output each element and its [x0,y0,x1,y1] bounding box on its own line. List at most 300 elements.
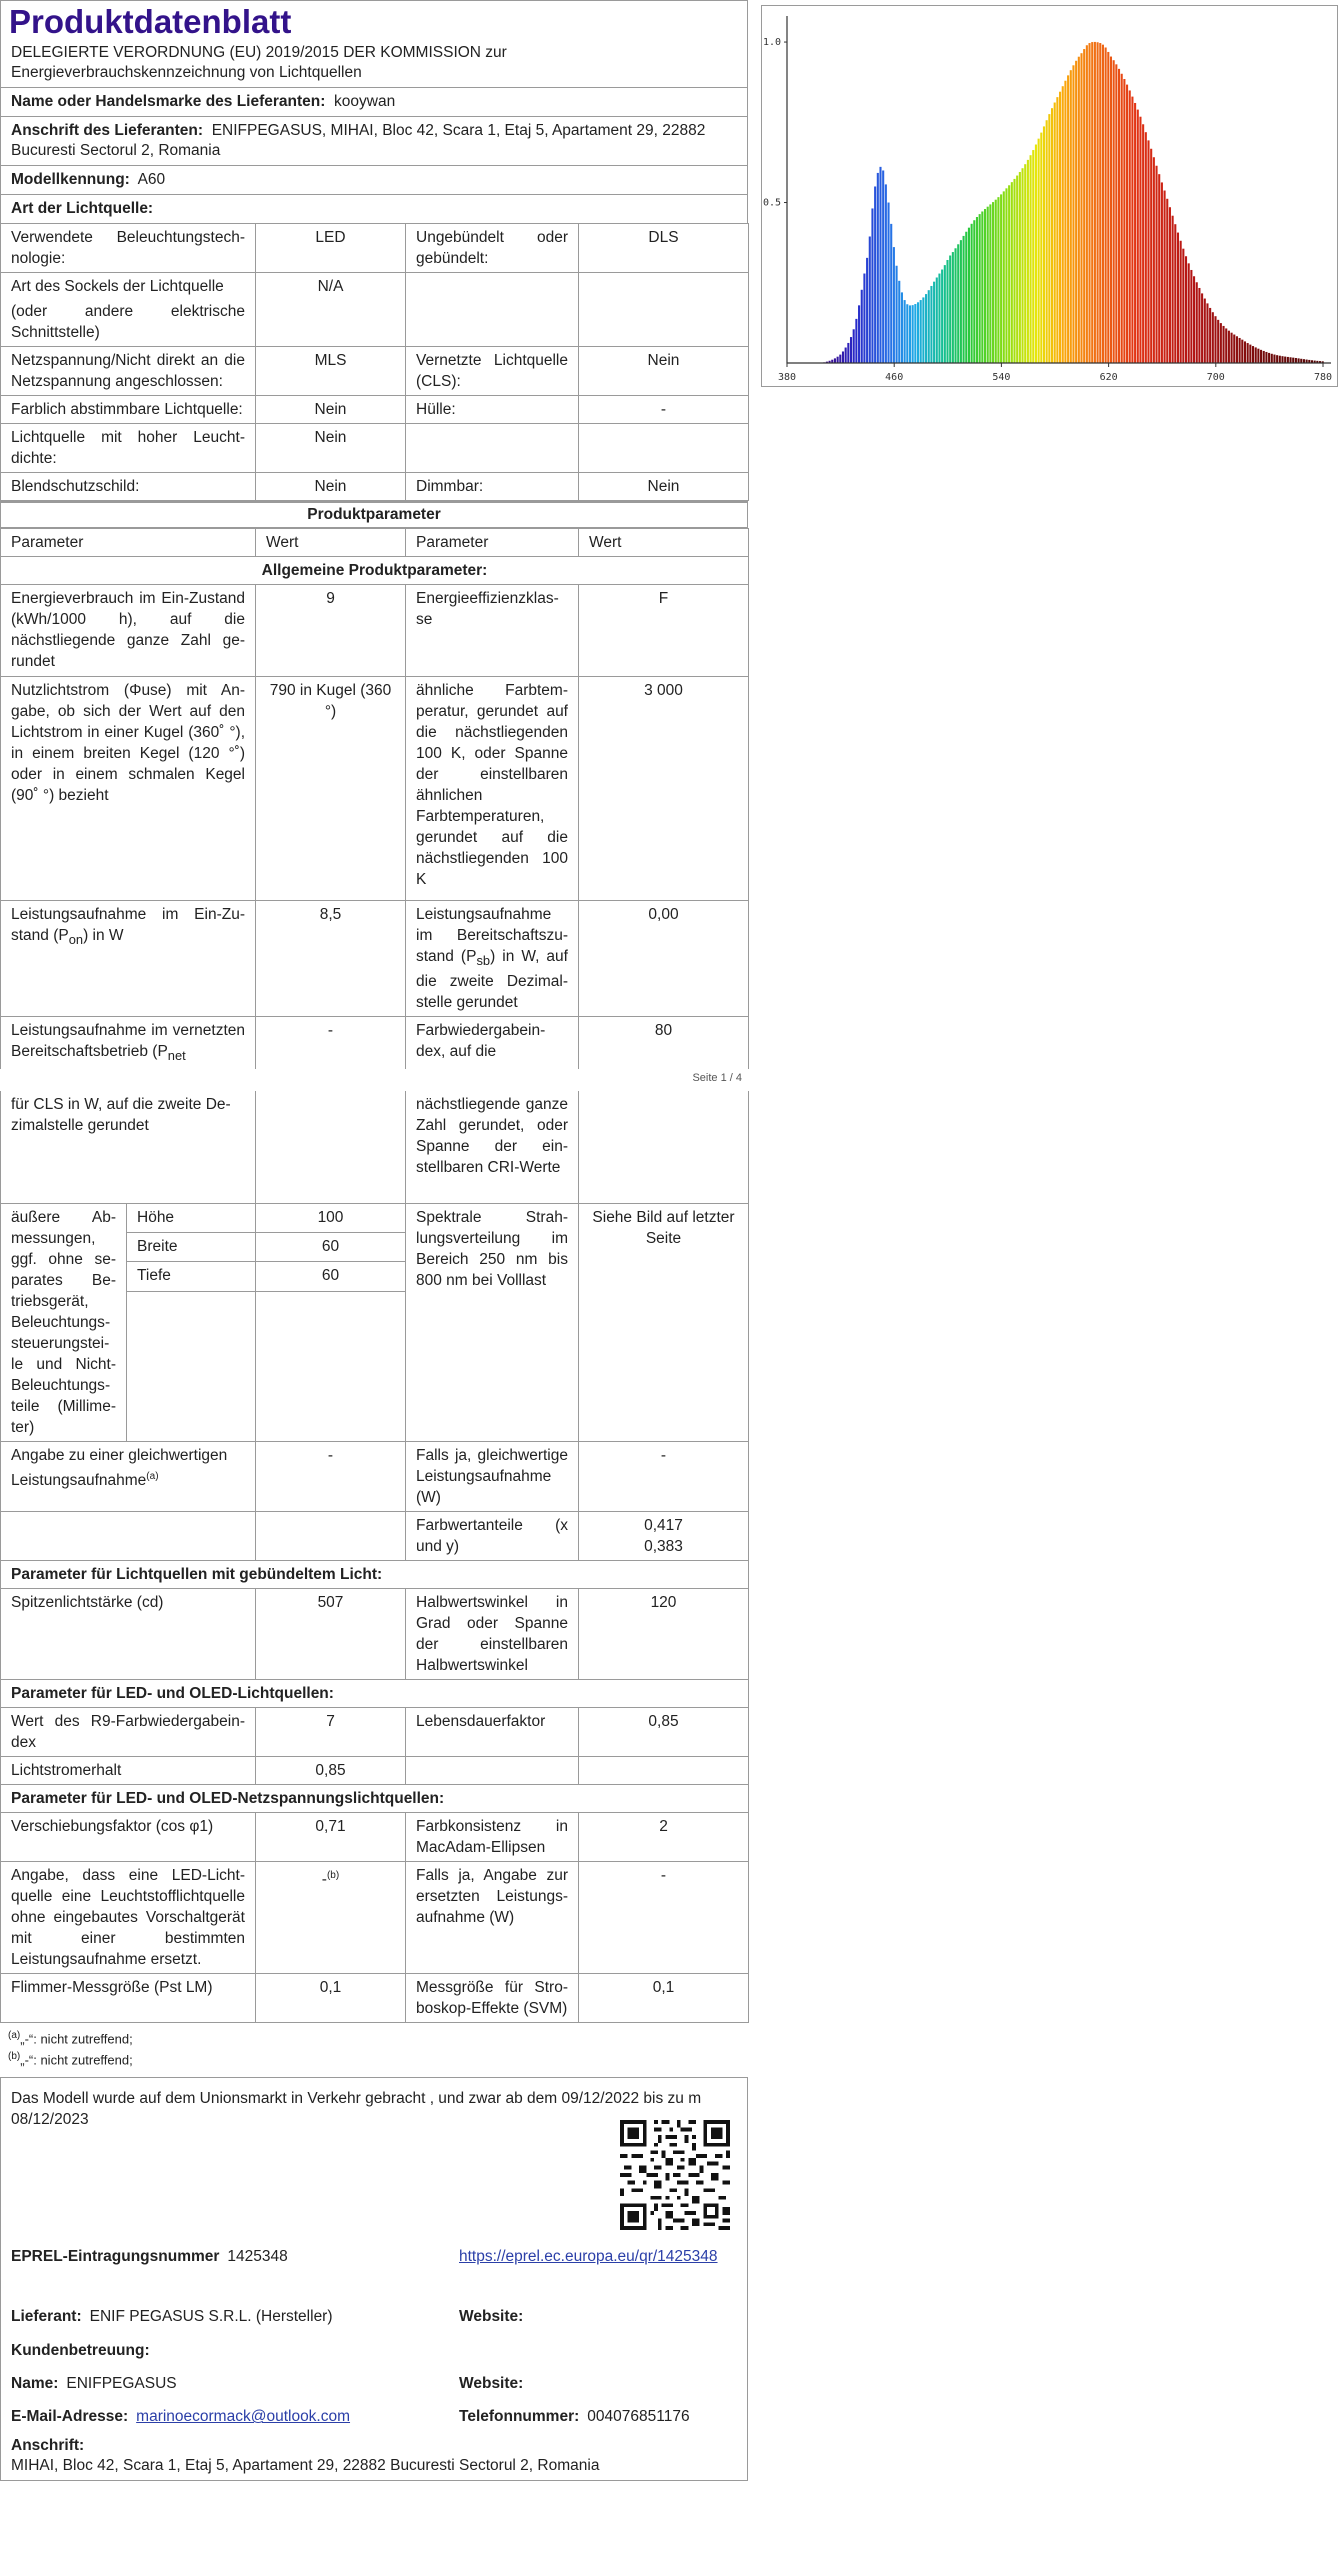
spectrum-band [1064,81,1066,363]
table-row [1,1812,749,1861]
spectrum-band [906,304,908,363]
spectrum-band [842,351,844,363]
stroboscopic-label: Messgröße für Stroboskop-Effekte (SVM) [406,1973,579,2022]
footnote-b-ref: (b) [326,1869,340,1881]
spectrum-band [1099,43,1101,363]
spectrum-band [869,236,871,363]
spectrum-band [1223,326,1225,363]
envelope-label: Hülle: [406,396,579,424]
spectrum-band [1169,207,1171,363]
spectrum-band [863,274,865,363]
replacement-claim-value [256,1861,406,1973]
spectrum-band [1206,303,1208,363]
efficiency-class-label: Energieeffizienzklasse [406,585,579,677]
footnote-a-mark: (a) [8,2029,21,2041]
spectrum-band [1115,64,1117,363]
spectrum-band [1102,45,1104,363]
email-label: E-Mail-Adresse: [11,2408,129,2426]
spectrum-band [917,302,919,363]
spectrum-band [1013,179,1015,363]
spectrum-band [1048,114,1050,363]
spectrum-band [941,270,943,363]
address-label: Anschrift: [11,2437,85,2455]
chromaticity-y: 0,383 [644,1537,683,1555]
spectrum-band [1209,308,1211,363]
spectrum-band [1121,74,1123,363]
table-row [1,473,749,501]
chromaticity-value [579,1511,749,1560]
spectrum-band [1177,233,1179,363]
spectrum-band [1185,256,1187,363]
table-row [1,1756,749,1784]
supplier-value: ENIF PEGASUS S.R.L. (Hersteller) [89,2308,333,2326]
width-label: Breite [127,1233,256,1262]
empty-cell [406,424,579,473]
spectrum-band [1257,349,1259,363]
y-tick-label: 1.0 [763,37,782,49]
on-power-sub: on [68,932,84,948]
led-params-heading: Parameter für LED- und OLED-Lichtquellen: [1,1679,749,1707]
spectrum-band [1260,350,1262,363]
spectrum-band [981,211,983,363]
table-row [1,901,749,1017]
supplier-label: Lieferant: [11,2308,82,2326]
footnote-b [8,2048,740,2069]
spectrum-band [1043,126,1045,363]
spectrum-band [1105,47,1107,363]
contact-name-value: ENIFPEGASUS [66,2375,177,2393]
spectrum-band [987,207,989,363]
table-row [1,424,749,473]
website-label-2: Website: [459,2375,524,2393]
equivalent-claim-label: Falls ja, gleichwertige Leistungsaufnahme (W) [406,1441,579,1511]
table-row [1,585,749,677]
spectrum-band [955,248,957,363]
dimensions-label: äußere Abmessungen, ggf. ohne separates Betriebsgerät, Beleuchtungssteuerungsteile und Nicht-Beleuchtungsteile (Millimeter) [1,1203,127,1441]
spectrum-band [928,290,930,363]
spectrum-band [888,203,890,363]
regulation-text: DELEGIERTE VERORDNUNG (EU) 2019/2015 DER KOMMISSION zur Energieverbrauchskennzeichnung von Lichtquellen [11,44,507,81]
equivalent-claim-value: - [579,1441,749,1511]
support-label: Kundenbetreuung: [11,2342,150,2360]
lumen-maintenance-value: 0,85 [256,1756,406,1784]
spectrum-band [1249,345,1251,363]
spectrum-band [1118,69,1120,363]
spectrum-band [936,278,938,363]
light-type-table [0,223,749,501]
spectrum-band [885,184,887,363]
high-luminance-label: Lichtquelle mit hoher Leuchtdichte: [1,424,256,473]
spectrum-band [1113,60,1115,363]
col-value: Wert [579,529,749,557]
spectrum-band [914,304,916,363]
empty-cell [127,1291,256,1441]
displacement-factor-value: 0,71 [256,1812,406,1861]
table-row [1,1091,749,1203]
spectrum-band [925,294,927,363]
spectrum-band [1003,191,1005,363]
spectrum-band [984,209,986,363]
replacement-claim-label: Angabe, dass eine LED-Lichtquelle eine Leuchtstofflichtquelle ohne eingebautes Vorschaltgerät mit einer bestimmten Leistungsaufnahme ersetzt. [1,1861,256,1973]
spectrum-band [901,292,903,363]
spectrum-band [1182,249,1184,363]
address-value: MIHAI, Bloc 42, Scara 1, Etaj 5, Apartament 29, 22882 Bucuresti Sectorul 2, Romania [11,2457,600,2475]
spectrum-band [1051,108,1053,363]
eprel-link-cell [459,2246,719,2267]
height-value: 100 [256,1203,406,1232]
spectrum-band [1139,117,1141,363]
colour-tunable-value: Nein [256,396,406,424]
spectrum-band [1292,358,1294,363]
col-value: Wert [256,529,406,557]
page-number: Seite 1 / 4 [692,1072,742,1085]
spectrum-band [1255,347,1257,363]
spectrum-band [1089,43,1091,363]
spectrum-band [1156,166,1158,363]
market-date-text: Das Modell wurde auf dem Unionsmarkt in Verkehr gebracht , und zwar ab dem 09/12/2022 bis zu m 08/12/2023 [11,2090,702,2129]
spectrum-band [1196,282,1198,363]
spectrum-band [877,173,879,363]
spectrum-band [1190,270,1192,363]
beam-angle-value: 120 [579,1588,749,1679]
product-params-table-2 [0,1091,749,2023]
spectrum-band [1137,110,1139,363]
spectrum-band [1027,160,1029,363]
footnote-b-text: „-“: nicht zutreffend; [20,2052,133,2068]
supplier-address-label: Anschrift des Lieferanten: [11,122,204,139]
spectrum-band [1008,185,1010,363]
spectrum-chart-svg [762,6,1337,386]
spectrum-band [1268,353,1270,363]
equivalent-power-value: - [256,1441,406,1511]
spectrum-band [1244,341,1246,363]
r9-label: Wert des R9-Farbwiedergabeindex [1,1707,256,1756]
cri-label: Farbwiedergabeindex, auf die [406,1017,579,1070]
spectrum-band [1131,97,1133,363]
cri-label-cont: nächstliegende ganze Zahl gerundet, oder Spanne der einstellbaren CRI-Werte [406,1091,579,1203]
stroboscopic-value: 0,1 [579,1973,749,2022]
qr-code-icon [620,2120,730,2230]
supplier-address-row [1,117,747,166]
spectrum-band [850,337,852,363]
website-label: Website: [459,2308,524,2326]
spectrum-band [1000,194,1002,363]
spectrum-band [1129,90,1131,363]
table-row [1,1707,749,1756]
spectrum-band [922,297,924,363]
spectrum-band [1214,316,1216,363]
x-tick-label: 460 [885,372,904,383]
standby-power-text-2: ) in W, auf die zweite Dezimalstelle gerundet [416,948,568,1012]
replaced-power-label: Falls ja, Angabe zur ersetzten Leistungsaufnahme (W) [406,1861,579,1973]
spectrum-band [965,232,967,363]
spectrum-band [1059,92,1061,363]
eprel-link[interactable]: https://eprel.ec.europa.eu/qr/1425348 [459,2248,718,2266]
spectrum-band [904,300,906,363]
dimmable-label: Dimmbar: [406,473,579,501]
supplier-name-row [1,88,747,117]
y-tick-label: 0.5 [763,197,782,209]
x-tick-label: 700 [1206,372,1225,383]
cct-label: ähnliche Farbtemperatur, gerundet auf die nächstliegenden 100 K, oder Spanne der einstellbaren ähnlichen Farbtemperaturen, gerundet auf die nächstliegenden 100 K [406,677,579,901]
spectrum-band [845,348,847,363]
spectrum-band [834,358,836,363]
chromaticity-x: 0,417 [644,1516,683,1534]
spectrum-band [968,228,970,363]
eprel-row [11,2246,288,2267]
survival-factor-label: Lebensdauerfaktor [406,1707,579,1756]
flux-label: Nutzlichtstrom (Φuse) mit Angabe, ob sich der Wert auf den Lichtstrom in einer Kugel (360˚ °), in einem breiten Kegel (120 °˚) oder in einem schmalen Kegel (90˚ °) bezieht [1,677,256,901]
spectrum-band [979,214,981,363]
envelope-value: - [579,396,749,424]
equivalent-power-label [1,1441,256,1511]
spectrum-band [1126,85,1128,363]
spectrum-band [1062,86,1064,363]
spectrum-band [1231,333,1233,363]
spectrum-band [1180,241,1182,363]
spectrum-band [1247,343,1249,363]
chromaticity-label: Farbwertanteile (x und y) [406,1511,579,1560]
spectrum-band [1019,172,1021,363]
table-row [1,273,749,347]
spectrum-band [1236,336,1238,363]
col-param: Parameter [1,529,256,557]
footnote-a [8,2027,740,2048]
spectrum-band [1284,357,1286,363]
anti-glare-value: Nein [256,473,406,501]
spectrum-band [1239,338,1241,363]
empty-cell [579,1091,749,1203]
spectrum-band [1298,358,1300,363]
general-params-heading: Allgemeine Produktparameter: [1,557,749,585]
page-title: Produktdatenblatt [9,3,292,40]
spectrum-band [920,300,922,363]
spectrum-band [855,319,857,363]
beam-angle-label: Halbwertswinkel in Grad oder Spanne der einstellbaren Halbwertswinkel [406,1588,579,1679]
spectrum-band [1022,168,1024,363]
colour-consistency-value: 2 [579,1812,749,1861]
spectrum-band [971,224,973,363]
x-tick-label: 540 [992,372,1011,383]
height-label: Höhe [127,1203,256,1232]
spectrum-band [946,260,948,363]
supplier-name-label: Name oder Handelsmarke des Lieferanten: [11,93,326,110]
spectrum-band [1188,263,1190,363]
net-standby-value: - [256,1017,406,1070]
high-luminance-value: Nein [256,424,406,473]
spectrum-band [1201,293,1203,363]
spectrum-band [1107,52,1109,363]
cap-type-value: N/A [256,273,406,347]
directional-value: DLS [579,224,749,273]
directional-params-heading: Parameter für Lichtquellen mit gebündeltem Licht: [1,1560,749,1588]
product-params-table [0,528,749,1069]
spectrum-band [896,266,898,363]
spectrum-band [1147,140,1149,363]
flux-value: 790 in Kugel (360 °) [256,677,406,901]
eprel-label: EPREL-Eintragungsnummer [11,2248,220,2266]
spectrum-band [1040,133,1042,363]
email-link[interactable]: marinoecormack@outlook.com [136,2408,351,2426]
empty-cell [579,1756,749,1784]
cap-type-label [1,273,256,347]
on-power-text-2: ) in W [83,927,124,944]
net-standby-text: Leistungsaufnahme im vernetzten Bereitschaftsbetrieb (P [11,1022,245,1061]
spectrum-band [1228,331,1230,363]
flicker-label: Flimmer-Messgröße (Pst LM) [1,1973,256,2022]
peak-intensity-value: 507 [256,1588,406,1679]
spectrum-band [1110,57,1112,363]
spectrum-band [1225,328,1227,363]
table-header-row [1,529,749,557]
spectrum-band [1086,45,1088,363]
mains-value: MLS [256,347,406,396]
spectrum-band [1172,216,1174,363]
energy-label: Energieverbrauch im Ein-Zustand (kWh/1000 h), auf die nächstliegende ganze Zahl gerundet [1,585,256,677]
spectrum-band [909,305,911,363]
spectrum-value: Siehe Bild auf letzter Seite [579,1203,749,1441]
flicker-value: 0,1 [256,1973,406,2022]
spectrum-band [1295,358,1297,363]
spectrum-band [847,343,849,363]
table-row [1,224,749,273]
footnotes [0,2023,748,2070]
spectrum-band [952,252,954,363]
displacement-factor-label: Verschiebungsfaktor (cos φ1) [1,1812,256,1861]
spectrum-band [1032,150,1034,363]
on-power-text: Leistungsaufnahme im Ein-Zustand (P [11,906,245,944]
spectrum-band [1056,97,1058,363]
footnote-b-mark: (b) [8,2051,21,2063]
standby-power-value: 0,00 [579,901,749,1017]
spectrum-band [933,282,935,363]
technology-label: Verwendete Beleuchtungstechnologie: [1,224,256,273]
spectrum-band [1123,79,1125,363]
spectrum-band [879,167,881,363]
footnote-a-text: „-“: nicht zutreffend; [20,2031,133,2047]
spectrum-band [1174,224,1176,363]
cls-value: Nein [579,347,749,396]
chart-axes [787,16,1331,363]
spectrum-band [1263,351,1265,363]
spectrum-band [1271,354,1273,363]
x-tick-label: 620 [1099,372,1118,383]
spectrum-band [853,329,855,363]
r9-value: 7 [256,1707,406,1756]
spectrum-band [1070,70,1072,363]
standby-power-label [406,901,579,1017]
spectrum-band [1265,352,1267,363]
spectrum-band [1091,42,1093,363]
spectrum-band [949,256,951,363]
net-standby-label-cont: für CLS in W, auf die zweite Dezimalstelle gerundet [1,1091,256,1203]
spectrum-band [1166,199,1168,363]
replacement-claim-dash: - [321,1870,327,1888]
spectrum-band [1016,176,1018,363]
peak-intensity-label: Spitzenlichtstärke (cd) [1,1588,256,1679]
table-row [1,1017,749,1070]
spectrum-band [1276,355,1278,363]
cls-label: Vernetzte Lichtquelle (CLS): [406,347,579,396]
lumen-maintenance-label: Lichtstromerhalt [1,1756,256,1784]
empty-cell [1,1511,256,1560]
spectrum-band [1300,359,1302,363]
spectrum-band [893,247,895,363]
spectrum-band [1252,346,1254,363]
x-tick-label: 780 [1313,372,1333,383]
spectrum-band [1220,323,1222,363]
spectrum-band [1153,157,1155,363]
cri-value: 80 [579,1017,749,1070]
table-row [1,1973,749,2022]
page-break [0,1069,748,1091]
standby-power-sub: sb [476,953,491,969]
model-value: A60 [137,171,166,188]
phone-value: 004076851176 [587,2408,690,2426]
phone-label: Telefonnummer: [459,2408,580,2426]
spectrum-band [995,200,997,363]
spectrum-band [1287,357,1289,363]
model-row [1,166,747,195]
spectrum-band [861,290,863,363]
email-row [11,2406,350,2427]
spectrum-band [1075,61,1077,363]
led-mains-params-heading: Parameter für LED- und OLED-Netzspannungslichtquellen: [1,1784,749,1812]
on-power-value: 8,5 [256,901,406,1017]
standby-power-text: Leistungsaufnahme im Bereitschaftszustand (P [416,906,568,965]
spectrum-band [992,202,994,363]
spectrum-band [1145,132,1147,363]
spectrum-band [1072,65,1074,363]
table-row [1,396,749,424]
model-label: Modellkennung: [11,171,130,188]
spectrum-band [1030,155,1032,363]
spectrum-band [960,240,962,363]
net-standby-label [1,1017,256,1070]
spectrum-band [989,204,991,363]
spectrum-band [839,355,841,363]
table-row [1,1861,749,1973]
spectrum-band [858,305,860,363]
spectrum-band [1241,340,1243,363]
spectrum-band [1024,164,1026,363]
table-row [1,1588,749,1679]
spectrum-band [944,265,946,363]
table-row [1,1203,749,1232]
spectrum-band [1011,182,1013,363]
depth-value: 60 [256,1262,406,1291]
efficiency-class-value: F [579,585,749,677]
table-row [1,347,749,396]
supplier-name-value: kooywan [334,93,396,110]
table-row [1,1511,749,1560]
spectrum-band [997,197,999,363]
spectrum-band [1038,139,1040,363]
spectrum-band [874,186,876,363]
spectrum-band [957,244,959,363]
spectrum-band [938,274,940,363]
on-power-label [1,901,256,1017]
spectrum-band [1054,103,1056,363]
col-param: Parameter [406,529,579,557]
spectrum-band [912,305,914,363]
spectrum-chart [761,5,1338,387]
spectrum-band [1273,355,1275,363]
spectrum-band [1158,174,1160,363]
spectrum-band [1134,103,1136,363]
empty-cell [579,273,749,347]
spectrum-band [1097,42,1099,363]
